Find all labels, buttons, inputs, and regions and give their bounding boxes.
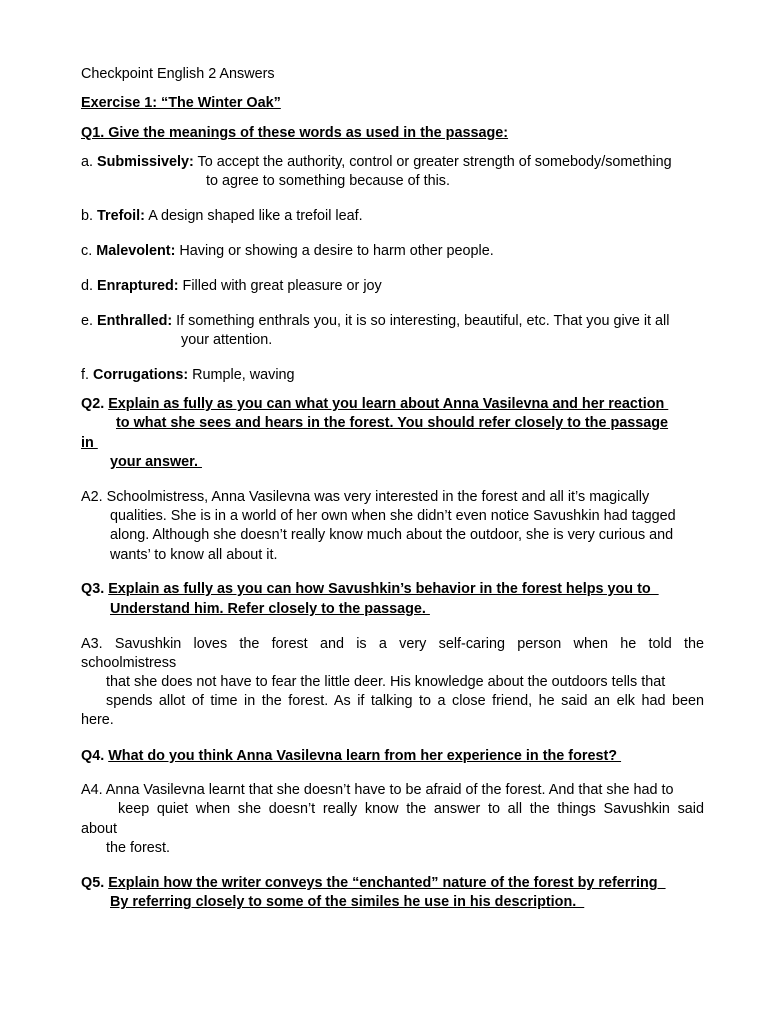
- question-1-heading: Q1. Give the meanings of these words as used in the passage:: [81, 125, 509, 141]
- question-text: Explain as fully as you can how Savushkin’s behavior in the forest helps you to: [108, 581, 659, 597]
- definition-c: [81, 242, 494, 261]
- answer-2-line-3: along. Although she doesn’t really know much about the outdoor, she is very curious and: [110, 527, 674, 543]
- question-4-heading: [81, 747, 621, 766]
- question-label: Q2.: [81, 396, 109, 412]
- question-label: Q3.: [81, 581, 109, 597]
- exercise-heading: Exercise 1: “The Winter Oak”: [81, 95, 281, 111]
- question-2-line-4: your answer.: [110, 454, 202, 470]
- term-corrugations: Corrugations:: [93, 367, 189, 383]
- term-malevolent: Malevolent:: [96, 243, 176, 259]
- answer-3-line-2: schoolmistress: [81, 655, 177, 671]
- definition-b: [81, 207, 363, 226]
- definition-e: [81, 312, 669, 331]
- item-prefix: c.: [81, 243, 97, 259]
- question-5-heading: [81, 874, 666, 893]
- question-2-heading: [81, 395, 668, 414]
- definition-text: If something enthrals you, it is so interesting, beautiful, etc. That you give it all: [172, 313, 670, 329]
- definition-a-continued: to agree to something because of this.: [206, 173, 450, 189]
- definition-text: Having or showing a desire to harm other people.: [175, 243, 494, 259]
- definition-text: A design shaped like a trefoil leaf.: [144, 208, 363, 224]
- answer-4-line-1: A4. Anna Vasilevna learnt that she doesn’t have to be afraid of the forest. And that she had to: [81, 782, 674, 798]
- question-2-line-2: to what she sees and hears in the forest. You should refer closely to the passage: [116, 415, 669, 431]
- question-label: Q4.: [81, 748, 109, 764]
- definition-e-continued: your attention.: [181, 332, 273, 348]
- definition-text: Filled with great pleasure or joy: [178, 278, 382, 294]
- document-title: Checkpoint English 2 Answers: [81, 66, 275, 82]
- answer-2-line-1: A2. Schoolmistress, Anna Vasilevna was very interested in the forest and all it’s magically: [81, 489, 650, 505]
- definition-f: [81, 366, 295, 385]
- term-enraptured: Enraptured:: [97, 278, 179, 294]
- definition-text: Rumple, waving: [188, 367, 295, 383]
- definition-text: To accept the authority, control or greater strength of somebody/something: [193, 154, 672, 170]
- term-enthralled: Enthralled:: [97, 313, 173, 329]
- question-3-heading: [81, 580, 659, 599]
- item-prefix: e.: [81, 313, 97, 329]
- term-trefoil: Trefoil:: [97, 208, 145, 224]
- answer-4-line-4: the forest.: [106, 840, 170, 856]
- question-3-line-2: Understand him. Refer closely to the passage.: [110, 601, 430, 617]
- question-label: Q5.: [81, 875, 109, 891]
- definition-d: [81, 277, 382, 296]
- answer-3-line-1: A3. Savushkin loves the forest and is a very self-caring person when he told the: [81, 636, 704, 652]
- question-text: Explain how the writer conveys the “enchanted” nature of the forest by referring: [108, 875, 666, 891]
- answer-2-line-4: wants’ to know all about it.: [110, 547, 278, 563]
- item-prefix: a.: [81, 154, 97, 170]
- answer-4-line-2: keep quiet when she doesn’t really know the answer to all the things Savushkin said: [118, 801, 704, 817]
- term-submissively: Submissively:: [97, 154, 194, 170]
- item-prefix: d.: [81, 278, 97, 294]
- question-text: What do you think Anna Vasilevna learn from her experience in the forest?: [108, 748, 622, 764]
- definition-a: [81, 153, 672, 172]
- item-prefix: f.: [81, 367, 93, 383]
- answer-4-line-3: about: [81, 821, 118, 837]
- answer-3-line-5: here.: [81, 712, 114, 728]
- answer-3-line-4: spends allot of time in the forest. As if talking to a close friend, he said an elk had been: [106, 693, 704, 709]
- question-2-line-3: in: [81, 435, 98, 451]
- question-5-line-2: By referring closely to some of the similes he use in his description.: [110, 894, 585, 910]
- question-text: Explain as fully as you can what you learn about Anna Vasilevna and her reaction: [108, 396, 669, 412]
- answer-2-line-2: qualities. She is in a world of her own when she didn’t even notice Savushkin had tagged: [110, 508, 676, 524]
- item-prefix: b.: [81, 208, 97, 224]
- answer-3-line-3: that she does not have to fear the little deer. His knowledge about the outdoors tells that: [106, 674, 666, 690]
